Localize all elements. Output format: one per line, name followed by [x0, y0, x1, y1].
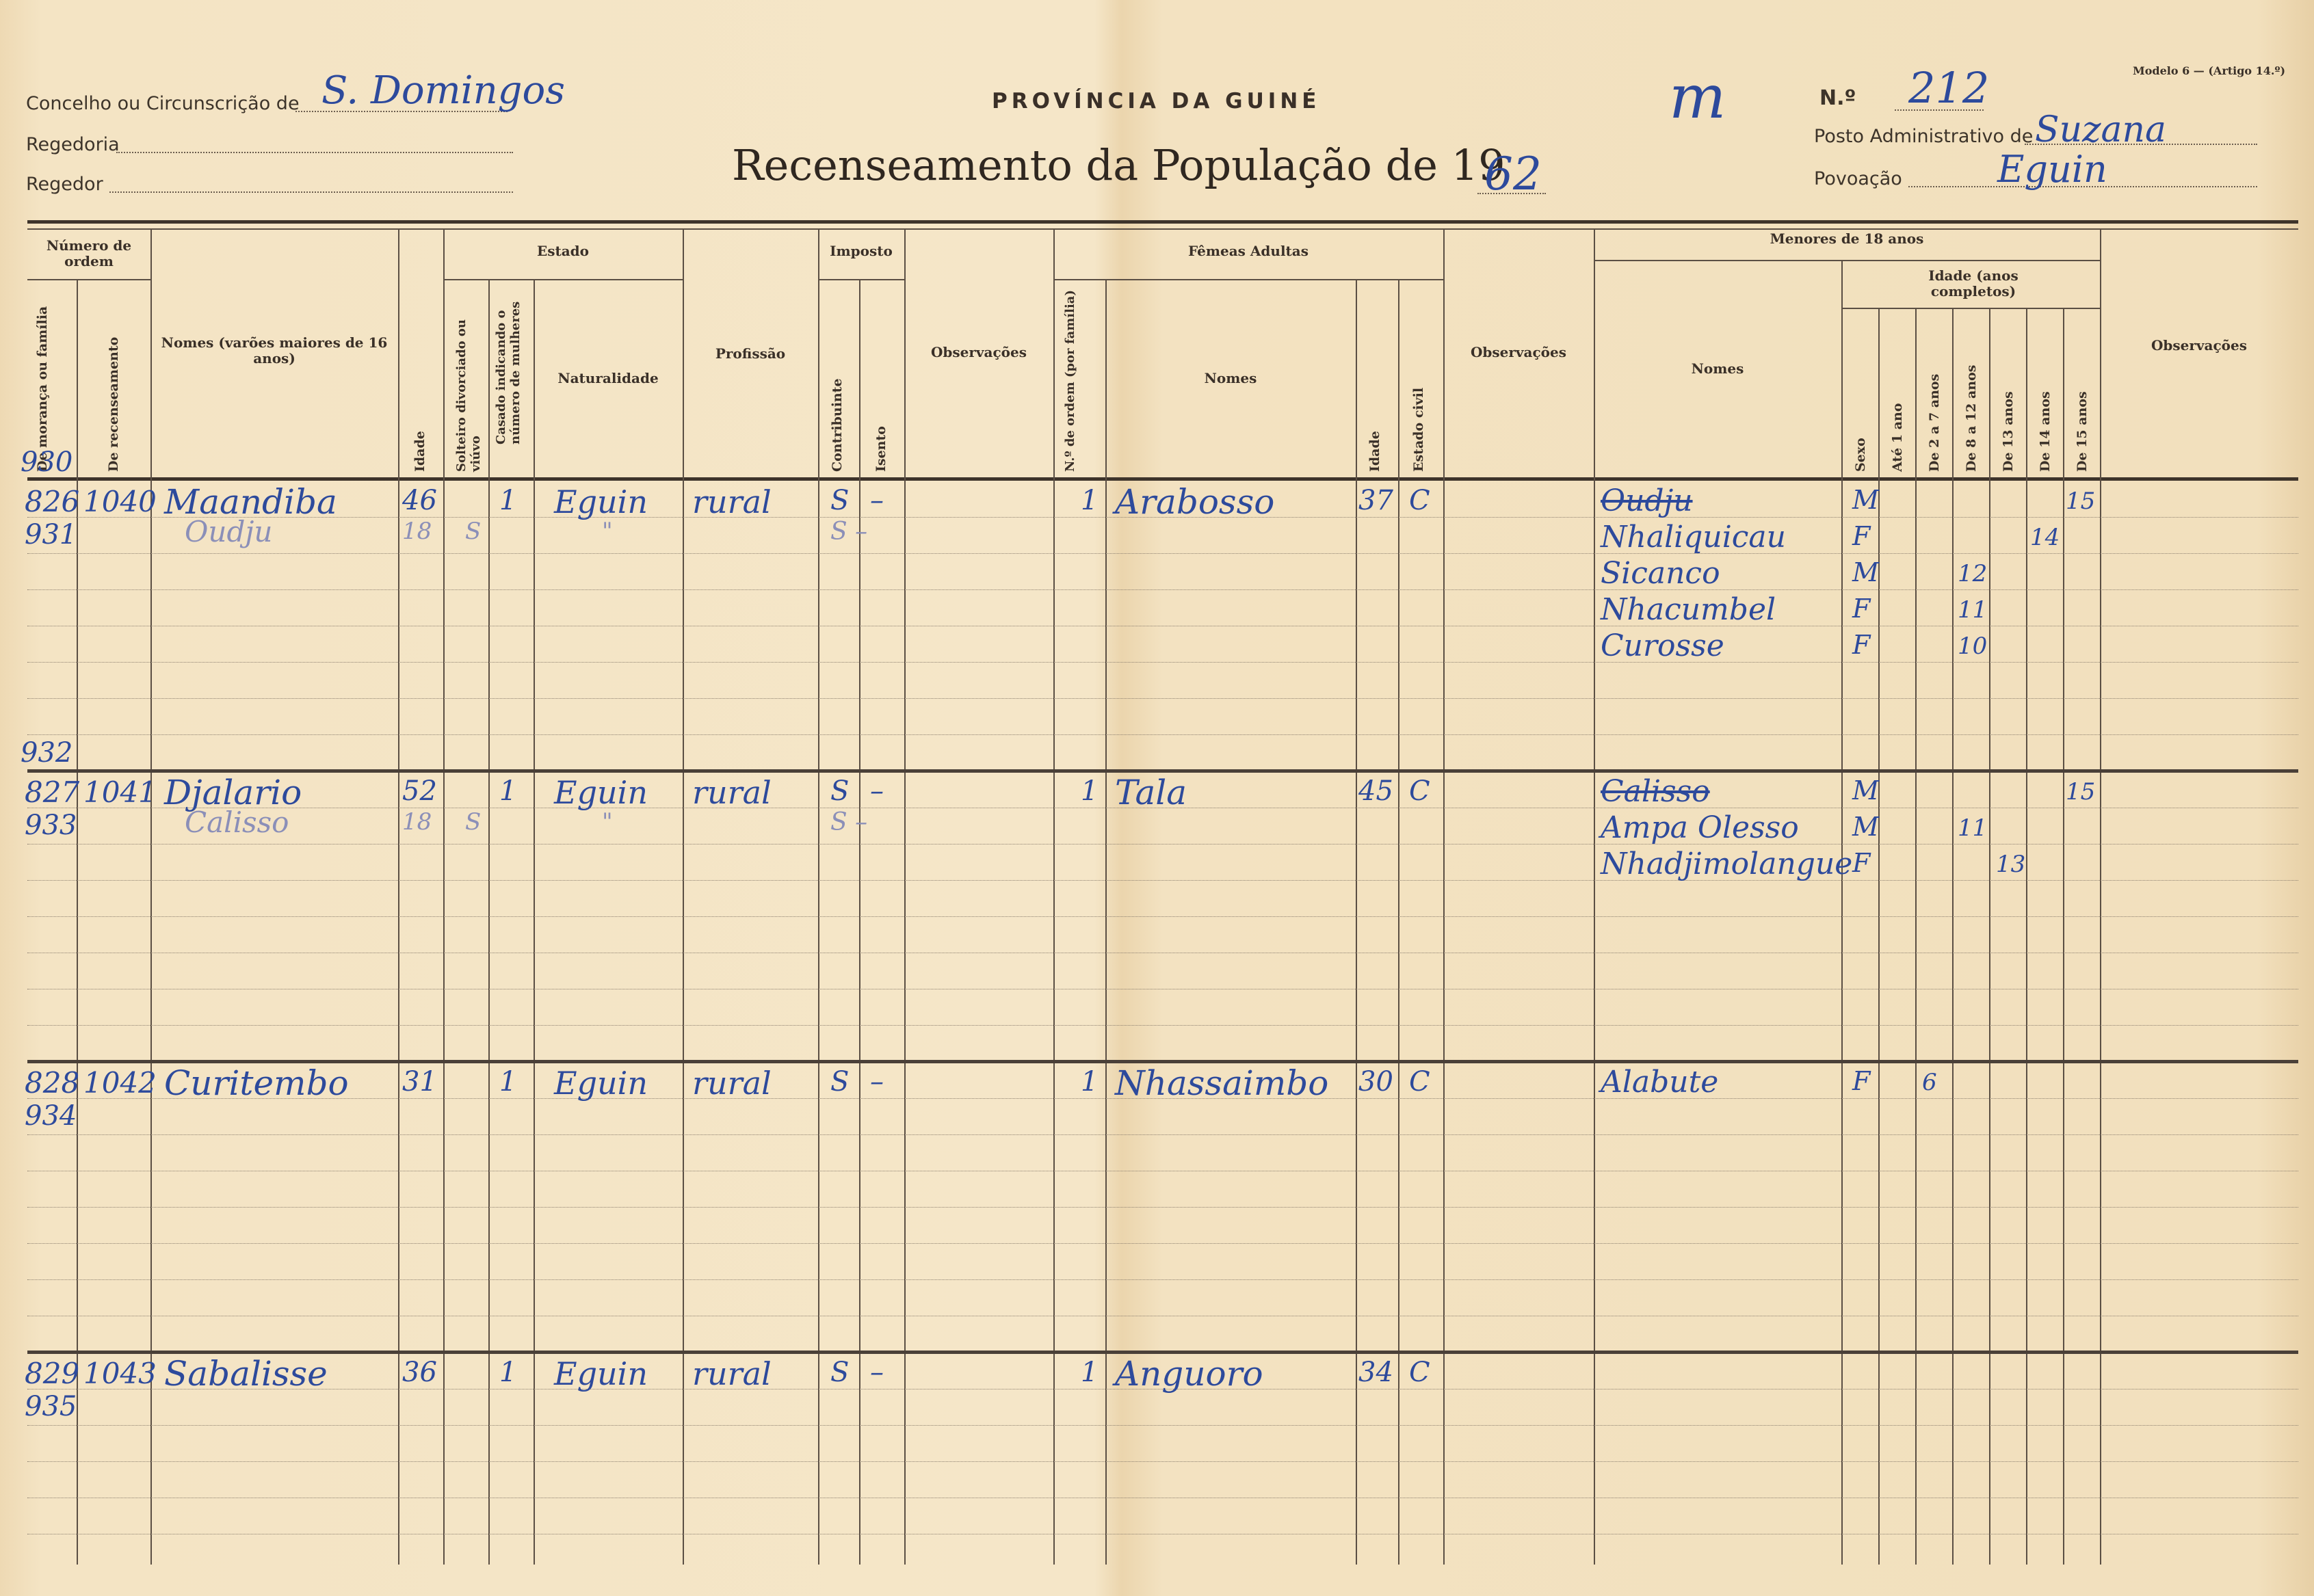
son-name: Oudju [185, 515, 273, 548]
col-contribuinte: Contribuinte [830, 378, 845, 472]
wife-name: Anguoro [1115, 1354, 1263, 1394]
col-n-ordem-familia: N.º de ordem (por família) [1063, 290, 1077, 472]
wife-name: Nhassaimbo [1115, 1063, 1329, 1103]
povoacao-value: Eguin [1997, 148, 2107, 191]
wife-estado-civil: C [1409, 775, 1430, 807]
son-name: Calisso [185, 806, 289, 839]
model-label: Modelo 6 — (Artigo 14.º) [2133, 64, 2286, 77]
casado-count: 1 [499, 1357, 517, 1388]
naturalidade-value: Eguin [554, 774, 648, 811]
naturalidade-value: Eguin [554, 483, 648, 520]
col-de8a12: De 8 a 12 anos [1964, 364, 1979, 472]
col-observacoes-3: Observações [2151, 337, 2247, 354]
numero-label: N.º [1819, 86, 1856, 110]
col-idade: Idade [412, 431, 428, 472]
casado-count: 1 [499, 1066, 517, 1098]
child-age: 10 [1958, 633, 1988, 660]
regedor-label: Regedor [26, 174, 103, 195]
child-sexo: M [1852, 775, 1879, 806]
child-name: Nhadjimolangue [1601, 847, 1853, 881]
head-of-family-name: Maandiba [164, 482, 337, 522]
contribuinte-mark: S [830, 1357, 850, 1388]
household-pre-number: 932 [21, 737, 73, 769]
col-nomes-varoes: Nomes (varões maiores de 16 anos) [161, 334, 388, 367]
household-next-number: 931 [25, 519, 77, 550]
col-observacoes-2: Observações [1470, 344, 1566, 360]
head-age: 31 [402, 1066, 437, 1098]
child-name: Nhaliquicau [1601, 520, 1787, 555]
wife-name: Arabosso [1115, 482, 1275, 522]
wife-name: Tala [1115, 773, 1187, 812]
wife-estado-civil: C [1409, 1066, 1430, 1098]
child-age: 13 [1996, 851, 2026, 878]
isento-mark: – [870, 775, 884, 807]
isento-mark: – [870, 1357, 884, 1388]
moranca-number: 827 [25, 775, 80, 809]
wife-age: 45 [1358, 775, 1393, 807]
child-sexo: M [1852, 812, 1879, 842]
profissao-value: rural [692, 1355, 772, 1392]
col-fem-nomes: Nomes [1204, 370, 1257, 386]
wife-ordem: 1 [1081, 1357, 1099, 1388]
son-contribuinte: S – [830, 518, 868, 546]
casado-count: 1 [499, 775, 517, 807]
recenseamento-number: 1043 [83, 1357, 157, 1390]
col-de14: De 14 anos [2038, 391, 2053, 472]
col-naturalidade: Naturalidade [557, 370, 659, 386]
col-casado: Casado indicando o número de mulheres [494, 301, 523, 444]
recenseamento-number: 1040 [83, 485, 157, 518]
child-name: Curosse [1601, 628, 1724, 663]
contribuinte-mark: S [830, 775, 850, 807]
province-title: PROVÍNCIA DA GUINÉ [992, 89, 1321, 114]
wife-estado-civil: C [1409, 485, 1430, 516]
posto-value: Suzana [2035, 109, 2167, 150]
col-ate1: Até 1 ano [1890, 403, 1905, 472]
profissao-value: rural [692, 1065, 772, 1102]
son-contribuinte: S – [830, 808, 868, 836]
concelho-value: S. Domingos [321, 68, 565, 113]
child-name: Alabute [1601, 1065, 1719, 1100]
child-name: Ampa Olesso [1601, 810, 1799, 845]
col-estado: Estado [536, 243, 590, 259]
moranca-number: 829 [25, 1357, 80, 1390]
child-sexo: F [1852, 521, 1871, 551]
child-sexo: M [1852, 485, 1879, 515]
col-imposto: Imposto [830, 243, 893, 259]
child-name: Nhacumbel [1601, 592, 1776, 627]
col-estado-civil: Estado civil [1411, 387, 1426, 472]
col-femeas-adultas: Fêmeas Adultas [1188, 243, 1309, 259]
casado-count: 1 [499, 485, 517, 516]
col-sexo: Sexo [1853, 438, 1868, 472]
head-age: 46 [402, 485, 437, 516]
naturalidade-value: Eguin [554, 1065, 648, 1102]
head-age: 36 [402, 1357, 437, 1388]
col-de2a7: De 2 a 7 anos [1927, 373, 1942, 472]
child-name: Calisso [1601, 774, 1710, 809]
wife-age: 37 [1358, 485, 1393, 516]
child-sexo: F [1852, 594, 1871, 624]
moranca-number: 828 [25, 1066, 80, 1100]
wife-ordem: 1 [1081, 775, 1099, 807]
profissao-value: rural [692, 774, 772, 811]
child-sexo: F [1852, 848, 1871, 878]
child-age: 11 [1958, 596, 1988, 624]
page-title: Recenseamento da População de 19 [732, 140, 1506, 190]
head-age: 52 [402, 775, 437, 807]
wife-ordem: 1 [1081, 485, 1099, 516]
household-next-number: 933 [25, 810, 77, 841]
child-age: 11 [1958, 814, 1988, 842]
child-sexo: M [1852, 557, 1879, 587]
col-numero-ordem: Número de ordem [46, 237, 132, 269]
child-sexo: F [1852, 1066, 1871, 1096]
child-age: 6 [1922, 1069, 1937, 1096]
recenseamento-number: 1042 [83, 1066, 157, 1100]
initials-mark: m [1669, 62, 1726, 132]
col-profissao: Profissão [715, 345, 786, 362]
son-estado: S [465, 808, 482, 836]
numero-value: 212 [1908, 63, 1990, 113]
col-recenseamento: De recenseamento [106, 336, 121, 472]
child-age: 15 [2066, 488, 2096, 515]
son-age: 18 [402, 808, 432, 836]
child-name: Oudju [1601, 483, 1693, 518]
povoacao-label: Povoação [1814, 168, 1902, 189]
col-menores: Menores de 18 anos [1770, 230, 1924, 247]
wife-age: 34 [1358, 1357, 1393, 1388]
year-handwritten: 62 [1484, 148, 1542, 200]
child-name: Sicanco [1601, 556, 1720, 591]
household-pre-number: 930 [21, 447, 73, 478]
moranca-number: 826 [25, 485, 80, 518]
son-naturalidade: " [602, 808, 613, 836]
col-moranca: De morança ou família [35, 306, 50, 472]
profissao-value: rural [692, 483, 772, 520]
col-de15: De 15 anos [2075, 391, 2090, 472]
household-next-number: 935 [25, 1391, 77, 1422]
wife-age: 30 [1358, 1066, 1393, 1098]
col-fem-idade: Idade [1367, 431, 1382, 472]
col-idade-anos: Idade (anos completos) [1928, 267, 2019, 300]
son-estado: S [465, 518, 482, 545]
isento-mark: – [870, 485, 884, 516]
col-de13: De 13 anos [2001, 391, 2016, 472]
household-next-number: 934 [25, 1100, 77, 1132]
col-observacoes-1: Observações [930, 344, 1027, 360]
concelho-label: Concelho ou Circunscrição de [26, 93, 300, 114]
child-age: 12 [1958, 560, 1988, 587]
child-age: 14 [2030, 524, 2060, 551]
regedoria-label: Regedoria [26, 134, 120, 155]
contribuinte-mark: S [830, 1066, 850, 1098]
isento-mark: – [870, 1066, 884, 1098]
wife-estado-civil: C [1409, 1357, 1430, 1388]
head-of-family-name: Djalario [164, 773, 302, 812]
wife-ordem: 1 [1081, 1066, 1099, 1098]
naturalidade-value: Eguin [554, 1355, 648, 1392]
head-of-family-name: Sabalisse [164, 1354, 328, 1394]
son-naturalidade: " [602, 518, 613, 545]
col-isento: Isento [873, 426, 889, 472]
recenseamento-number: 1041 [83, 775, 157, 809]
child-sexo: F [1852, 630, 1871, 660]
child-age: 15 [2066, 778, 2096, 806]
head-of-family-name: Curitembo [164, 1063, 349, 1103]
son-age: 18 [402, 518, 432, 545]
posto-label: Posto Administrativo de [1814, 126, 2034, 147]
col-solteiro: Solteiro divorciado ou viúvo [454, 319, 483, 472]
col-men-nomes: Nomes [1691, 360, 1744, 377]
contribuinte-mark: S [830, 485, 850, 516]
